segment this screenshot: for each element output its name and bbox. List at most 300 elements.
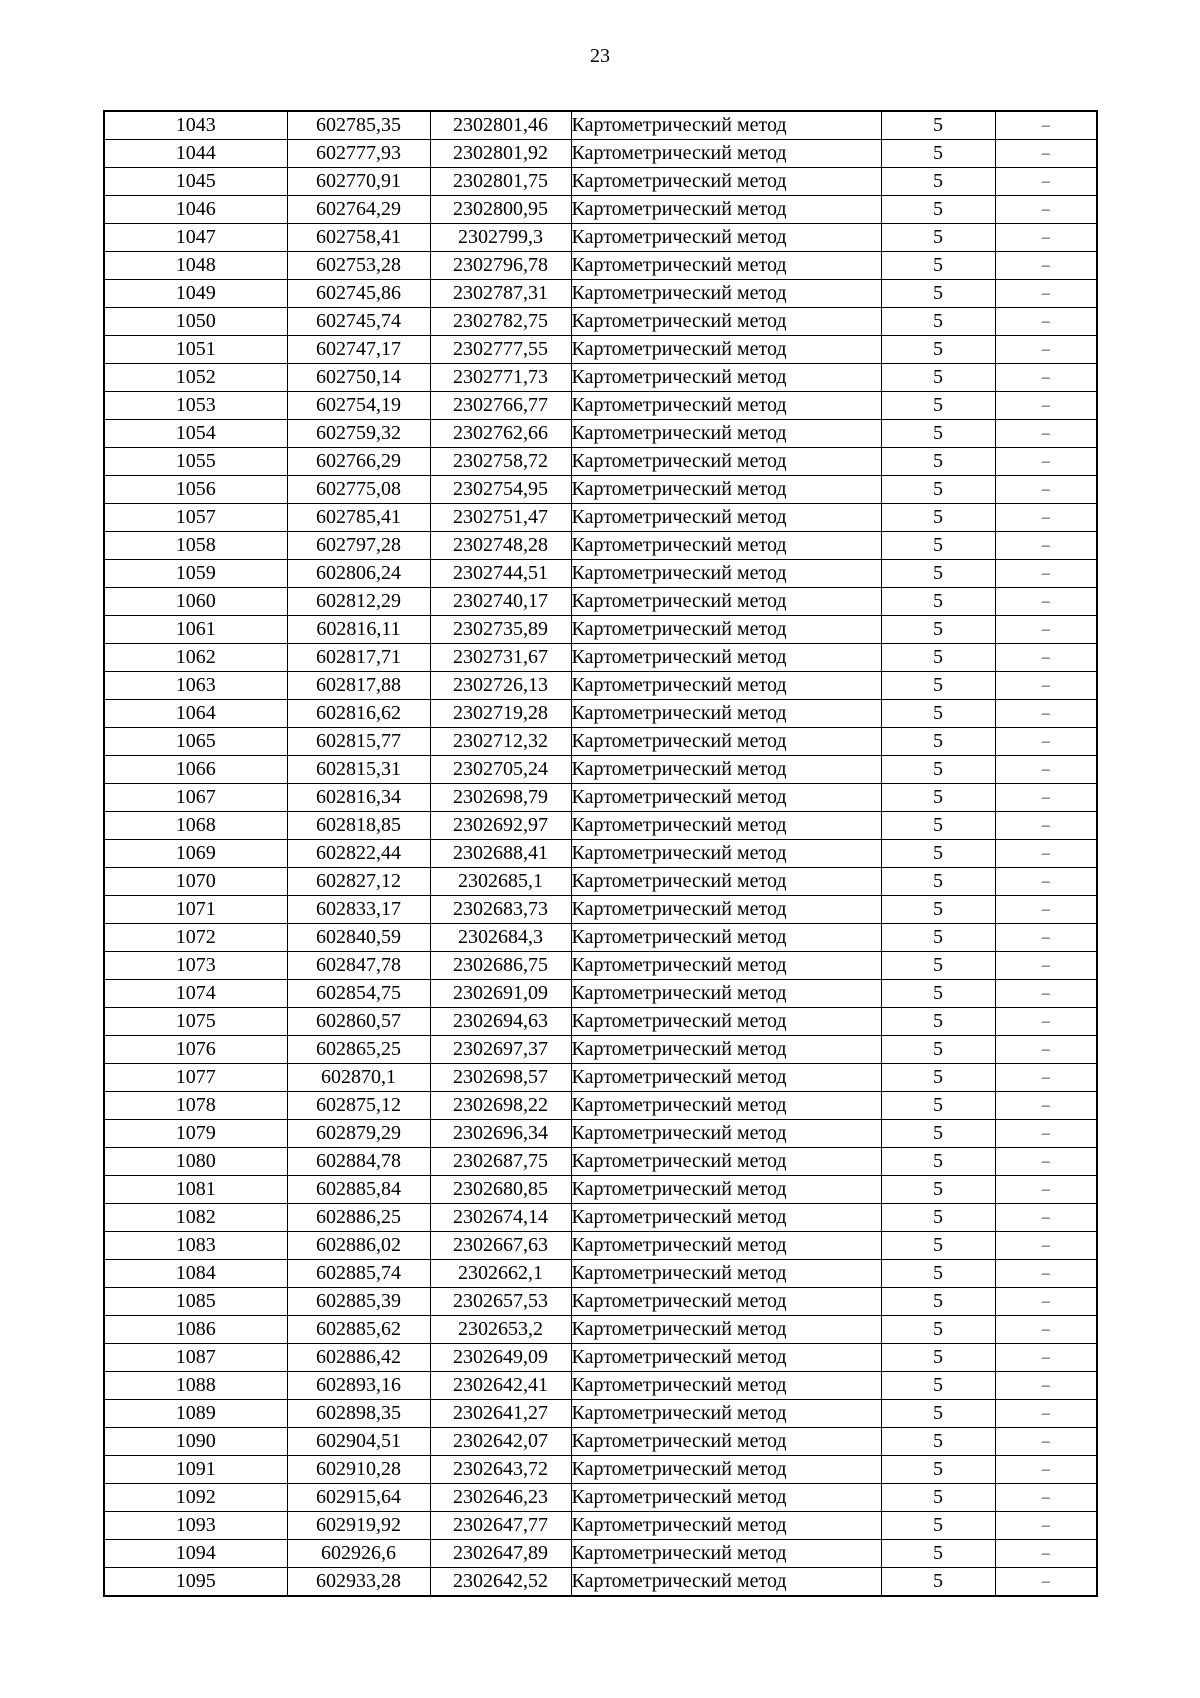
table-row bbox=[104, 756, 1097, 784]
point-number-cell: 1084 bbox=[104, 1260, 287, 1288]
method-cell: Картометрический метод bbox=[571, 196, 881, 224]
table-row bbox=[104, 924, 1097, 952]
description-cell: – bbox=[995, 1204, 1097, 1232]
table-row bbox=[104, 1372, 1097, 1400]
x-coordinate-cell: 602893,16 bbox=[287, 1372, 430, 1400]
x-coordinate-cell: 602816,11 bbox=[287, 616, 430, 644]
point-number-cell: 1081 bbox=[104, 1176, 287, 1204]
accuracy-cell: 5 bbox=[881, 168, 995, 196]
x-coordinate-cell: 602860,57 bbox=[287, 1008, 430, 1036]
y-coordinate-cell: 2302799,3 bbox=[430, 224, 571, 252]
accuracy-cell: 5 bbox=[881, 1232, 995, 1260]
y-coordinate-cell: 2302748,28 bbox=[430, 532, 571, 560]
y-coordinate-cell: 2302694,63 bbox=[430, 1008, 571, 1036]
description-cell: – bbox=[995, 588, 1097, 616]
accuracy-cell: 5 bbox=[881, 784, 995, 812]
y-coordinate-cell: 2302686,75 bbox=[430, 952, 571, 980]
y-coordinate-cell: 2302787,31 bbox=[430, 280, 571, 308]
accuracy-cell: 5 bbox=[881, 392, 995, 420]
x-coordinate-cell: 602806,24 bbox=[287, 560, 430, 588]
description-cell: – bbox=[995, 1512, 1097, 1540]
accuracy-cell: 5 bbox=[881, 1512, 995, 1540]
description-cell: – bbox=[995, 924, 1097, 952]
x-coordinate-cell: 602745,74 bbox=[287, 308, 430, 336]
point-number-cell: 1082 bbox=[104, 1204, 287, 1232]
method-cell: Картометрический метод bbox=[571, 560, 881, 588]
point-number-cell: 1052 bbox=[104, 364, 287, 392]
description-cell: – bbox=[995, 476, 1097, 504]
method-cell: Картометрический метод bbox=[571, 700, 881, 728]
description-cell: – bbox=[995, 1260, 1097, 1288]
description-cell: – bbox=[995, 1148, 1097, 1176]
x-coordinate-cell: 602827,12 bbox=[287, 868, 430, 896]
x-coordinate-cell: 602817,71 bbox=[287, 644, 430, 672]
y-coordinate-cell: 2302731,67 bbox=[430, 644, 571, 672]
y-coordinate-cell: 2302740,17 bbox=[430, 588, 571, 616]
point-number-cell: 1087 bbox=[104, 1344, 287, 1372]
y-coordinate-cell: 2302691,09 bbox=[430, 980, 571, 1008]
x-coordinate-cell: 602815,31 bbox=[287, 756, 430, 784]
description-cell: – bbox=[995, 252, 1097, 280]
accuracy-cell: 5 bbox=[881, 1344, 995, 1372]
x-coordinate-cell: 602910,28 bbox=[287, 1456, 430, 1484]
point-number-cell: 1093 bbox=[104, 1512, 287, 1540]
description-cell: – bbox=[995, 812, 1097, 840]
table-row bbox=[104, 336, 1097, 364]
accuracy-cell: 5 bbox=[881, 1204, 995, 1232]
table-row bbox=[104, 728, 1097, 756]
x-coordinate-cell: 602785,35 bbox=[287, 111, 430, 140]
y-coordinate-cell: 2302762,66 bbox=[430, 420, 571, 448]
method-cell: Картометрический метод bbox=[571, 840, 881, 868]
accuracy-cell: 5 bbox=[881, 1260, 995, 1288]
accuracy-cell: 5 bbox=[881, 616, 995, 644]
accuracy-cell: 5 bbox=[881, 140, 995, 168]
method-cell: Картометрический метод bbox=[571, 532, 881, 560]
table-row bbox=[104, 111, 1097, 140]
method-cell: Картометрический метод bbox=[571, 1344, 881, 1372]
x-coordinate-cell: 602775,08 bbox=[287, 476, 430, 504]
accuracy-cell: 5 bbox=[881, 1036, 995, 1064]
method-cell: Картометрический метод bbox=[571, 1512, 881, 1540]
method-cell: Картометрический метод bbox=[571, 728, 881, 756]
method-cell: Картометрический метод bbox=[571, 224, 881, 252]
accuracy-cell: 5 bbox=[881, 224, 995, 252]
table-row bbox=[104, 868, 1097, 896]
method-cell: Картометрический метод bbox=[571, 896, 881, 924]
table-row bbox=[104, 1428, 1097, 1456]
page-number: 23 bbox=[590, 45, 610, 67]
table-row bbox=[104, 952, 1097, 980]
accuracy-cell: 5 bbox=[881, 672, 995, 700]
x-coordinate-cell: 602777,93 bbox=[287, 140, 430, 168]
description-cell: – bbox=[995, 1344, 1097, 1372]
table-row bbox=[104, 1008, 1097, 1036]
description-cell: – bbox=[995, 1232, 1097, 1260]
method-cell: Картометрический метод bbox=[571, 1064, 881, 1092]
description-cell: – bbox=[995, 1036, 1097, 1064]
method-cell: Картометрический метод bbox=[571, 868, 881, 896]
method-cell: Картометрический метод bbox=[571, 1484, 881, 1512]
x-coordinate-cell: 602898,35 bbox=[287, 1400, 430, 1428]
accuracy-cell: 5 bbox=[881, 364, 995, 392]
description-cell: – bbox=[995, 336, 1097, 364]
x-coordinate-cell: 602815,77 bbox=[287, 728, 430, 756]
table-row bbox=[104, 1260, 1097, 1288]
description-cell: – bbox=[995, 1568, 1097, 1597]
x-coordinate-cell: 602758,41 bbox=[287, 224, 430, 252]
x-coordinate-cell: 602919,92 bbox=[287, 1512, 430, 1540]
y-coordinate-cell: 2302777,55 bbox=[430, 336, 571, 364]
method-cell: Картометрический метод bbox=[571, 1176, 881, 1204]
y-coordinate-cell: 2302696,34 bbox=[430, 1120, 571, 1148]
accuracy-cell: 5 bbox=[881, 1372, 995, 1400]
x-coordinate-cell: 602818,85 bbox=[287, 812, 430, 840]
x-coordinate-cell: 602915,64 bbox=[287, 1484, 430, 1512]
method-cell: Картометрический метод bbox=[571, 1372, 881, 1400]
accuracy-cell: 5 bbox=[881, 1428, 995, 1456]
point-number-cell: 1055 bbox=[104, 448, 287, 476]
x-coordinate-cell: 602884,78 bbox=[287, 1148, 430, 1176]
method-cell: Картометрический метод bbox=[571, 1288, 881, 1316]
point-number-cell: 1054 bbox=[104, 420, 287, 448]
x-coordinate-cell: 602886,42 bbox=[287, 1344, 430, 1372]
method-cell: Картометрический метод bbox=[571, 812, 881, 840]
y-coordinate-cell: 2302697,37 bbox=[430, 1036, 571, 1064]
coordinates-table bbox=[103, 110, 1098, 1597]
method-cell: Картометрический метод bbox=[571, 952, 881, 980]
description-cell: – bbox=[995, 308, 1097, 336]
description-cell: – bbox=[995, 1176, 1097, 1204]
method-cell: Картометрический метод bbox=[571, 1540, 881, 1568]
method-cell: Картометрический метод bbox=[571, 1568, 881, 1597]
table-row bbox=[104, 1176, 1097, 1204]
x-coordinate-cell: 602822,44 bbox=[287, 840, 430, 868]
x-coordinate-cell: 602816,34 bbox=[287, 784, 430, 812]
accuracy-cell: 5 bbox=[881, 308, 995, 336]
description-cell: – bbox=[995, 448, 1097, 476]
y-coordinate-cell: 2302687,75 bbox=[430, 1148, 571, 1176]
y-coordinate-cell: 2302801,46 bbox=[430, 111, 571, 140]
y-coordinate-cell: 2302692,97 bbox=[430, 812, 571, 840]
x-coordinate-cell: 602817,88 bbox=[287, 672, 430, 700]
description-cell: – bbox=[995, 756, 1097, 784]
description-cell: – bbox=[995, 111, 1097, 140]
method-cell: Картометрический метод bbox=[571, 1120, 881, 1148]
point-number-cell: 1085 bbox=[104, 1288, 287, 1316]
point-number-cell: 1047 bbox=[104, 224, 287, 252]
table-row bbox=[104, 476, 1097, 504]
accuracy-cell: 5 bbox=[881, 476, 995, 504]
y-coordinate-cell: 2302758,72 bbox=[430, 448, 571, 476]
accuracy-cell: 5 bbox=[881, 280, 995, 308]
accuracy-cell: 5 bbox=[881, 420, 995, 448]
description-cell: – bbox=[995, 392, 1097, 420]
y-coordinate-cell: 2302771,73 bbox=[430, 364, 571, 392]
y-coordinate-cell: 2302796,78 bbox=[430, 252, 571, 280]
point-number-cell: 1045 bbox=[104, 168, 287, 196]
method-cell: Картометрический метод bbox=[571, 756, 881, 784]
accuracy-cell: 5 bbox=[881, 1568, 995, 1597]
point-number-cell: 1088 bbox=[104, 1372, 287, 1400]
accuracy-cell: 5 bbox=[881, 1176, 995, 1204]
accuracy-cell: 5 bbox=[881, 1148, 995, 1176]
description-cell: – bbox=[995, 840, 1097, 868]
description-cell: – bbox=[995, 1484, 1097, 1512]
table-row bbox=[104, 308, 1097, 336]
table-row bbox=[104, 840, 1097, 868]
point-number-cell: 1044 bbox=[104, 140, 287, 168]
point-number-cell: 1063 bbox=[104, 672, 287, 700]
x-coordinate-cell: 602870,1 bbox=[287, 1064, 430, 1092]
table-row bbox=[104, 1568, 1097, 1597]
y-coordinate-cell: 2302744,51 bbox=[430, 560, 571, 588]
x-coordinate-cell: 602747,17 bbox=[287, 336, 430, 364]
description-cell: – bbox=[995, 700, 1097, 728]
point-number-cell: 1068 bbox=[104, 812, 287, 840]
y-coordinate-cell: 2302705,24 bbox=[430, 756, 571, 784]
point-number-cell: 1046 bbox=[104, 196, 287, 224]
point-number-cell: 1059 bbox=[104, 560, 287, 588]
accuracy-cell: 5 bbox=[881, 1316, 995, 1344]
x-coordinate-cell: 602886,25 bbox=[287, 1204, 430, 1232]
method-cell: Картометрический метод bbox=[571, 1008, 881, 1036]
y-coordinate-cell: 2302712,32 bbox=[430, 728, 571, 756]
accuracy-cell: 5 bbox=[881, 1120, 995, 1148]
y-coordinate-cell: 2302653,2 bbox=[430, 1316, 571, 1344]
point-number-cell: 1079 bbox=[104, 1120, 287, 1148]
y-coordinate-cell: 2302698,57 bbox=[430, 1064, 571, 1092]
table-row bbox=[104, 532, 1097, 560]
y-coordinate-cell: 2302801,92 bbox=[430, 140, 571, 168]
description-cell: – bbox=[995, 868, 1097, 896]
description-cell: – bbox=[995, 140, 1097, 168]
method-cell: Картометрический метод bbox=[571, 1204, 881, 1232]
y-coordinate-cell: 2302688,41 bbox=[430, 840, 571, 868]
y-coordinate-cell: 2302683,73 bbox=[430, 896, 571, 924]
x-coordinate-cell: 602847,78 bbox=[287, 952, 430, 980]
y-coordinate-cell: 2302642,41 bbox=[430, 1372, 571, 1400]
table-row bbox=[104, 1092, 1097, 1120]
method-cell: Картометрический метод bbox=[571, 1232, 881, 1260]
y-coordinate-cell: 2302735,89 bbox=[430, 616, 571, 644]
table-row bbox=[104, 392, 1097, 420]
table-row bbox=[104, 700, 1097, 728]
description-cell: – bbox=[995, 1316, 1097, 1344]
table-row bbox=[104, 1484, 1097, 1512]
x-coordinate-cell: 602797,28 bbox=[287, 532, 430, 560]
y-coordinate-cell: 2302662,1 bbox=[430, 1260, 571, 1288]
point-number-cell: 1090 bbox=[104, 1428, 287, 1456]
method-cell: Картометрический метод bbox=[571, 924, 881, 952]
y-coordinate-cell: 2302782,75 bbox=[430, 308, 571, 336]
y-coordinate-cell: 2302642,52 bbox=[430, 1568, 571, 1597]
accuracy-cell: 5 bbox=[881, 1484, 995, 1512]
method-cell: Картометрический метод bbox=[571, 476, 881, 504]
point-number-cell: 1069 bbox=[104, 840, 287, 868]
table-row bbox=[104, 672, 1097, 700]
table-row bbox=[104, 1400, 1097, 1428]
table-row bbox=[104, 168, 1097, 196]
x-coordinate-cell: 602854,75 bbox=[287, 980, 430, 1008]
table-row bbox=[104, 140, 1097, 168]
y-coordinate-cell: 2302698,22 bbox=[430, 1092, 571, 1120]
y-coordinate-cell: 2302647,89 bbox=[430, 1540, 571, 1568]
y-coordinate-cell: 2302766,77 bbox=[430, 392, 571, 420]
accuracy-cell: 5 bbox=[881, 1064, 995, 1092]
point-number-cell: 1076 bbox=[104, 1036, 287, 1064]
x-coordinate-cell: 602879,29 bbox=[287, 1120, 430, 1148]
table-row bbox=[104, 616, 1097, 644]
accuracy-cell: 5 bbox=[881, 588, 995, 616]
x-coordinate-cell: 602865,25 bbox=[287, 1036, 430, 1064]
description-cell: – bbox=[995, 1064, 1097, 1092]
point-number-cell: 1072 bbox=[104, 924, 287, 952]
point-number-cell: 1057 bbox=[104, 504, 287, 532]
table-row bbox=[104, 196, 1097, 224]
method-cell: Картометрический метод bbox=[571, 420, 881, 448]
table-row bbox=[104, 280, 1097, 308]
description-cell: – bbox=[995, 644, 1097, 672]
table-row bbox=[104, 560, 1097, 588]
x-coordinate-cell: 602875,12 bbox=[287, 1092, 430, 1120]
method-cell: Картометрический метод bbox=[571, 616, 881, 644]
table-row bbox=[104, 1148, 1097, 1176]
description-cell: – bbox=[995, 224, 1097, 252]
x-coordinate-cell: 602812,29 bbox=[287, 588, 430, 616]
accuracy-cell: 5 bbox=[881, 924, 995, 952]
method-cell: Картометрический метод bbox=[571, 1260, 881, 1288]
point-number-cell: 1065 bbox=[104, 728, 287, 756]
x-coordinate-cell: 602785,41 bbox=[287, 504, 430, 532]
table-row bbox=[104, 812, 1097, 840]
point-number-cell: 1070 bbox=[104, 868, 287, 896]
table-row bbox=[104, 252, 1097, 280]
point-number-cell: 1074 bbox=[104, 980, 287, 1008]
accuracy-cell: 5 bbox=[881, 812, 995, 840]
description-cell: – bbox=[995, 980, 1097, 1008]
x-coordinate-cell: 602745,86 bbox=[287, 280, 430, 308]
point-number-cell: 1080 bbox=[104, 1148, 287, 1176]
method-cell: Картометрический метод bbox=[571, 1148, 881, 1176]
accuracy-cell: 5 bbox=[881, 868, 995, 896]
accuracy-cell: 5 bbox=[881, 1008, 995, 1036]
x-coordinate-cell: 602885,74 bbox=[287, 1260, 430, 1288]
method-cell: Картометрический метод bbox=[571, 672, 881, 700]
description-cell: – bbox=[995, 420, 1097, 448]
x-coordinate-cell: 602764,29 bbox=[287, 196, 430, 224]
accuracy-cell: 5 bbox=[881, 756, 995, 784]
description-cell: – bbox=[995, 1400, 1097, 1428]
description-cell: – bbox=[995, 168, 1097, 196]
method-cell: Картометрический метод bbox=[571, 308, 881, 336]
point-number-cell: 1091 bbox=[104, 1456, 287, 1484]
table-row bbox=[104, 420, 1097, 448]
point-number-cell: 1049 bbox=[104, 280, 287, 308]
x-coordinate-cell: 602885,62 bbox=[287, 1316, 430, 1344]
y-coordinate-cell: 2302674,14 bbox=[430, 1204, 571, 1232]
y-coordinate-cell: 2302646,23 bbox=[430, 1484, 571, 1512]
y-coordinate-cell: 2302800,95 bbox=[430, 196, 571, 224]
point-number-cell: 1095 bbox=[104, 1568, 287, 1597]
point-number-cell: 1075 bbox=[104, 1008, 287, 1036]
table-row bbox=[104, 896, 1097, 924]
table-row bbox=[104, 1344, 1097, 1372]
accuracy-cell: 5 bbox=[881, 1456, 995, 1484]
accuracy-cell: 5 bbox=[881, 532, 995, 560]
table-row bbox=[104, 504, 1097, 532]
point-number-cell: 1066 bbox=[104, 756, 287, 784]
method-cell: Картометрический метод bbox=[571, 140, 881, 168]
y-coordinate-cell: 2302685,1 bbox=[430, 868, 571, 896]
y-coordinate-cell: 2302754,95 bbox=[430, 476, 571, 504]
method-cell: Картометрический метод bbox=[571, 252, 881, 280]
y-coordinate-cell: 2302657,53 bbox=[430, 1288, 571, 1316]
description-cell: – bbox=[995, 196, 1097, 224]
method-cell: Картометрический метод bbox=[571, 1428, 881, 1456]
accuracy-cell: 5 bbox=[881, 1092, 995, 1120]
description-cell: – bbox=[995, 1372, 1097, 1400]
x-coordinate-cell: 602754,19 bbox=[287, 392, 430, 420]
accuracy-cell: 5 bbox=[881, 504, 995, 532]
point-number-cell: 1073 bbox=[104, 952, 287, 980]
method-cell: Картометрический метод bbox=[571, 280, 881, 308]
accuracy-cell: 5 bbox=[881, 896, 995, 924]
point-number-cell: 1086 bbox=[104, 1316, 287, 1344]
table-row bbox=[104, 448, 1097, 476]
point-number-cell: 1058 bbox=[104, 532, 287, 560]
accuracy-cell: 5 bbox=[881, 1288, 995, 1316]
method-cell: Картометрический метод bbox=[571, 448, 881, 476]
y-coordinate-cell: 2302649,09 bbox=[430, 1344, 571, 1372]
accuracy-cell: 5 bbox=[881, 700, 995, 728]
method-cell: Картометрический метод bbox=[571, 644, 881, 672]
accuracy-cell: 5 bbox=[881, 1540, 995, 1568]
point-number-cell: 1062 bbox=[104, 644, 287, 672]
method-cell: Картометрический метод bbox=[571, 392, 881, 420]
point-number-cell: 1061 bbox=[104, 616, 287, 644]
point-number-cell: 1094 bbox=[104, 1540, 287, 1568]
description-cell: – bbox=[995, 1428, 1097, 1456]
table-row bbox=[104, 588, 1097, 616]
x-coordinate-cell: 602759,32 bbox=[287, 420, 430, 448]
x-coordinate-cell: 602904,51 bbox=[287, 1428, 430, 1456]
description-cell: – bbox=[995, 364, 1097, 392]
accuracy-cell: 5 bbox=[881, 252, 995, 280]
point-number-cell: 1064 bbox=[104, 700, 287, 728]
method-cell: Картометрический метод bbox=[571, 168, 881, 196]
method-cell: Картометрический метод bbox=[571, 336, 881, 364]
method-cell: Картометрический метод bbox=[571, 1400, 881, 1428]
y-coordinate-cell: 2302643,72 bbox=[430, 1456, 571, 1484]
accuracy-cell: 5 bbox=[881, 728, 995, 756]
y-coordinate-cell: 2302698,79 bbox=[430, 784, 571, 812]
point-number-cell: 1067 bbox=[104, 784, 287, 812]
accuracy-cell: 5 bbox=[881, 448, 995, 476]
table-row bbox=[104, 1288, 1097, 1316]
description-cell: – bbox=[995, 1092, 1097, 1120]
method-cell: Картометрический метод bbox=[571, 364, 881, 392]
point-number-cell: 1071 bbox=[104, 896, 287, 924]
accuracy-cell: 5 bbox=[881, 1400, 995, 1428]
point-number-cell: 1077 bbox=[104, 1064, 287, 1092]
method-cell: Картометрический метод bbox=[571, 1316, 881, 1344]
method-cell: Картометрический метод bbox=[571, 504, 881, 532]
method-cell: Картометрический метод bbox=[571, 1456, 881, 1484]
y-coordinate-cell: 2302801,75 bbox=[430, 168, 571, 196]
point-number-cell: 1043 bbox=[104, 111, 287, 140]
x-coordinate-cell: 602766,29 bbox=[287, 448, 430, 476]
